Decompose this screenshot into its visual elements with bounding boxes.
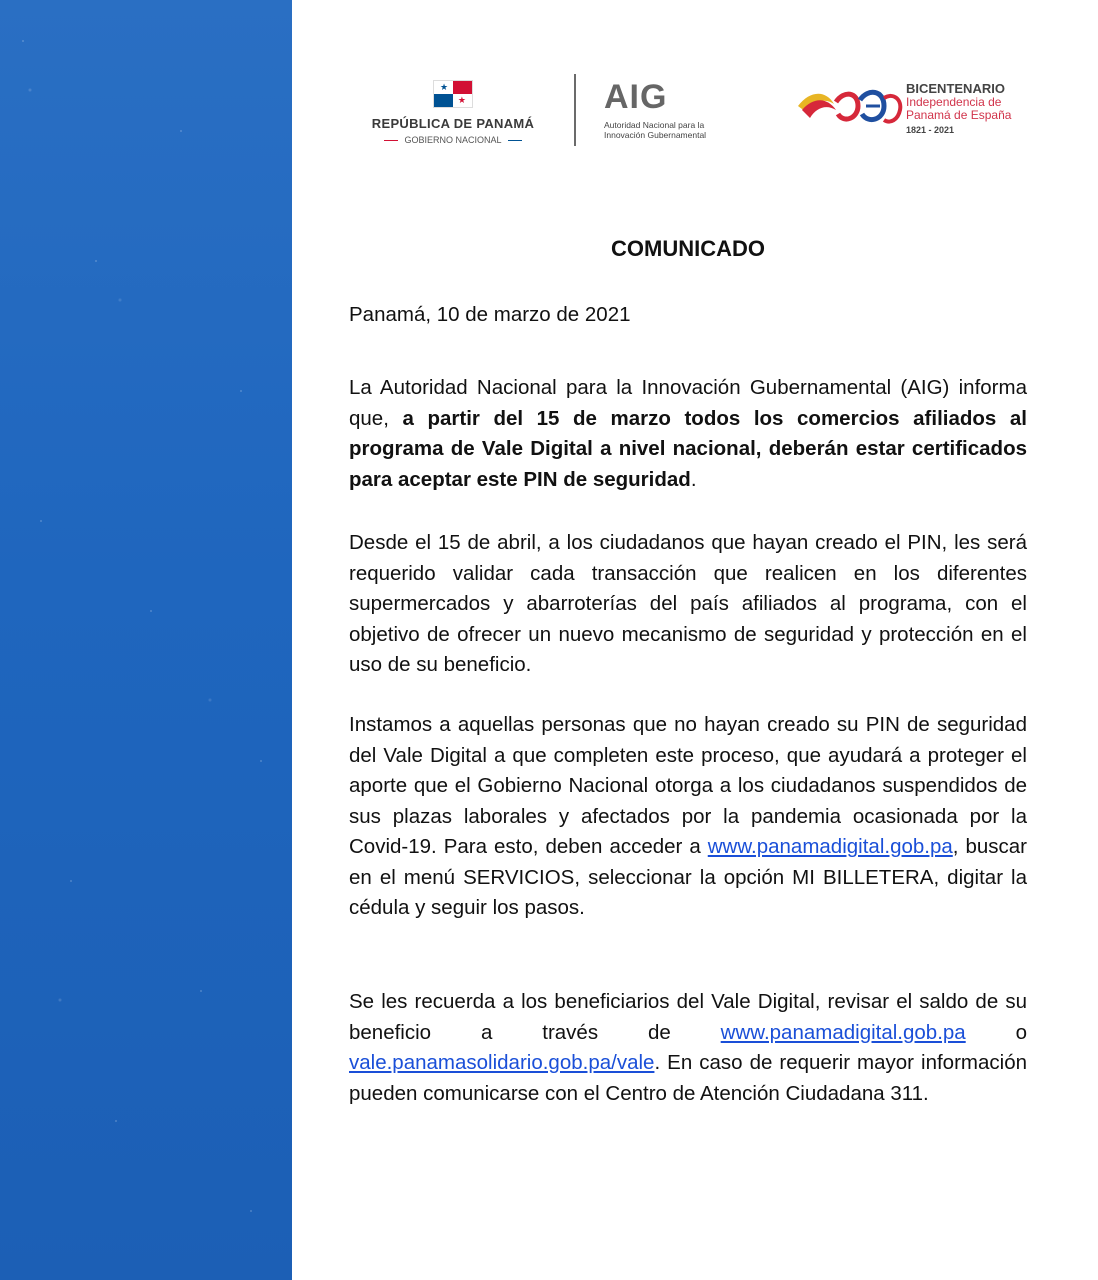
- aig-subtitle: [604, 120, 706, 140]
- p3-text: Instamos a aquellas personas que no hayan creado su PIN de seguridad del Vale Digital a que completen este proceso, que ayudará a proteger el aporte que el Gobierno Nacional otorga a los ciudadanos suspendidos de sus plazas laborales y afectados por la pandemia ocasionada por la Covid-19. Para esto, deben acceder a: [349, 713, 1027, 858]
- bicent-years: 1821 - 2021: [906, 125, 955, 135]
- bicentenario-emblem-icon: [796, 84, 904, 134]
- gov-subtitle: [358, 135, 548, 145]
- gov-title: REPÚBLICA DE PANAMÁ: [371, 116, 535, 131]
- bicent-line-2: Panamá de España: [906, 108, 1012, 122]
- bicent-title: BICENTENARIO: [906, 81, 1005, 96]
- panamadigital-link[interactable]: www.panamadigital.gob.pa: [707, 835, 953, 858]
- p4-or: o: [965, 1020, 1027, 1044]
- gov-subtitle-text: GOBIERNO NACIONAL: [404, 135, 502, 145]
- aig-line-1: Autoridad Nacional para la: [604, 120, 705, 130]
- vale-panamasolidario-link[interactable]: vale.panamasolidario.gob.pa/vale: [349, 1051, 655, 1074]
- paragraph-3: [349, 710, 1027, 924]
- bicent-line-1: Independencia de: [906, 95, 1002, 109]
- paragraph-2: Desde el 15 de abril, a los ciudadanos que hayan creado el PIN, les será requerido validar cada transacción que realicen en los diferentes supermercados y abarroterías del país afiliados al programa, con el objetivo de ofrecer un nuevo mecanismo de seguridad y protección en el uso de su beneficio.: [349, 531, 1027, 676]
- bicentenario-text: [906, 82, 1011, 135]
- aig-logo: [604, 80, 706, 140]
- letterhead: [340, 70, 1040, 150]
- p1-bold-text: a partir del 15 de marzo todos los comercios afiliados al programa de Vale Digital a nivel nacional, deberán estar certificados para aceptar este PIN de seguridad: [349, 406, 1027, 491]
- paragraph-4: [349, 987, 1027, 1109]
- p4-text-end: . En caso de requerir mayor información pueden comunicarse con el Centro de Atención Ciudadana 311.: [349, 1051, 1027, 1105]
- panamadigital-link-2[interactable]: www.panamadigital.gob.pa: [720, 1020, 966, 1044]
- document-date: Panamá, 10 de marzo de 2021: [349, 303, 631, 326]
- document-title: COMUNICADO: [611, 236, 765, 261]
- side-blue-band: [0, 0, 292, 1280]
- p1-end: .: [690, 467, 697, 491]
- panama-flag-icon: ★ ★: [433, 80, 473, 108]
- p3-text-end: , buscar en el menú SERVICIOS, seleccionar la opción MI BILLETERA, digitar la cédula y seguir los pasos.: [349, 835, 1027, 919]
- p1-text: La Autoridad Nacional para la Innovación Gubernamental (AIG) informa que,: [349, 376, 1027, 430]
- logo-divider: [574, 74, 576, 146]
- aig-line-2: Innovación Gubernamental: [604, 130, 707, 140]
- bicentenario-logo: [796, 82, 1036, 142]
- p4-text: Se les recuerda a los beneficiarios del Vale Digital, revisar el saldo de su beneficio a través de: [349, 990, 1027, 1044]
- gov-logo: [358, 80, 548, 145]
- paragraph-1: [349, 373, 1027, 495]
- aig-mark: AIG: [604, 78, 668, 116]
